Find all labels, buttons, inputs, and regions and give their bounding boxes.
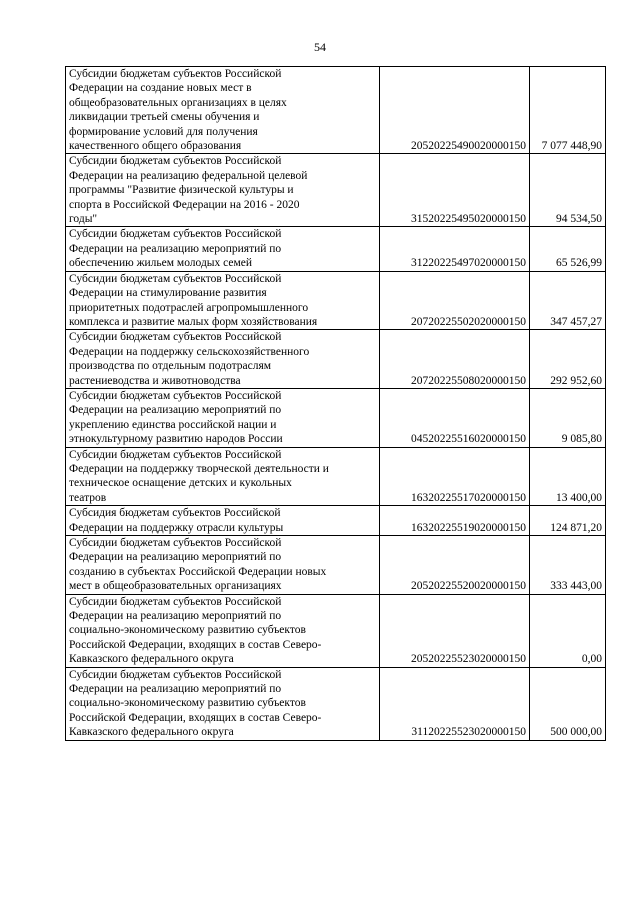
budget-code-cell: 20520225490020000150 (380, 67, 530, 154)
budget-subsidies-table (65, 66, 606, 741)
table-row (66, 330, 606, 389)
subsidy-name: Субсидии бюджетам субъектов Российской Федерации на создание новых мест в общеобразовательных организациях в целях ликвидации третьей смены обучения и формирование условий для получения качественного общего образования (69, 68, 287, 153)
page-number: 54 (314, 40, 326, 54)
table-row (66, 506, 606, 536)
subsidy-name-cell (66, 506, 380, 536)
budget-code-cell: 31520225495020000150 (380, 154, 530, 227)
amount-cell: 500 000,00 (530, 667, 606, 740)
subsidy-name-cell (66, 154, 380, 227)
subsidy-name-cell (66, 330, 380, 389)
amount-cell: 333 443,00 (530, 536, 606, 595)
subsidy-name: Субсидии бюджетам субъектов Российской Федерации на поддержку сельскохозяйственного производства по отдельным подотраслям растениеводства и животноводства (69, 331, 310, 387)
table-row (66, 227, 606, 271)
subsidy-name: Субсидии бюджетам субъектов Российской Федерации на поддержку творческой деятельности и техническое оснащение детских и кукольных театров (69, 448, 329, 504)
budget-code-cell: 20520225523020000150 (380, 594, 530, 667)
budget-code-cell: 20520225520020000150 (380, 536, 530, 595)
table-row (66, 667, 606, 740)
subsidy-name-cell (66, 594, 380, 667)
subsidy-name-cell (66, 667, 380, 740)
budget-code-cell: 31220225497020000150 (380, 227, 530, 271)
table-row (66, 536, 606, 595)
budget-code-cell: 31120225523020000150 (380, 667, 530, 740)
subsidy-name: Субсидии бюджетам субъектов Российской Федерации на реализацию федеральной целевой программы "Развитие физической культуры и спорта в Российской Федерации на 2016 - 2020 годы" (69, 155, 308, 226)
amount-cell: 0,00 (530, 594, 606, 667)
subsidy-name-cell (66, 536, 380, 595)
budget-code-cell: 04520225516020000150 (380, 388, 530, 447)
amount-cell: 13 400,00 (530, 447, 606, 506)
subsidy-name: Субсидия бюджетам субъектов Российской Федерации на поддержку отрасли культуры (69, 507, 284, 534)
table-row (66, 594, 606, 667)
subsidy-name-cell (66, 447, 380, 506)
table-row (66, 447, 606, 506)
table-row (66, 154, 606, 227)
amount-cell: 94 534,50 (530, 154, 606, 227)
subsidy-name: Субсидии бюджетам субъектов Российской Федерации на реализацию мероприятий по обеспечению жильем молодых семей (69, 228, 282, 270)
subsidy-name-cell (66, 271, 380, 330)
subsidy-name-cell (66, 67, 380, 154)
budget-code-cell: 16320225517020000150 (380, 447, 530, 506)
amount-cell: 292 952,60 (530, 330, 606, 389)
subsidy-name: Субсидии бюджетам субъектов Российской Федерации на реализацию мероприятий по социально-экономическому развитию субъектов Российской Федерации, входящих в состав Северо- Кавказского федерального округа (69, 595, 322, 666)
amount-cell: 347 457,27 (530, 271, 606, 330)
subsidy-name: Субсидии бюджетам субъектов Российской Федерации на стимулирование развития приоритетных подотраслей агропромышленного комплекса и развитие малых форм хозяйствования (69, 272, 318, 328)
amount-cell: 124 871,20 (530, 506, 606, 536)
budget-code-cell: 20720225502020000150 (380, 271, 530, 330)
budget-code-cell: 20720225508020000150 (380, 330, 530, 389)
table-row (66, 271, 606, 330)
subsidy-name-cell (66, 388, 380, 447)
subsidy-name: Субсидии бюджетам субъектов Российской Федерации на реализацию мероприятий по укреплению единства российской нации и этнокультурному развитию народов России (69, 389, 283, 446)
subsidy-name: Субсидии бюджетам субъектов Российской Федерации на реализацию мероприятий по социально-экономическому развитию субъектов Российской Федерации, входящих в состав Северо- Кавказского федерального округа (69, 668, 322, 739)
amount-cell: 65 526,99 (530, 227, 606, 271)
budget-code-cell: 16320225519020000150 (380, 506, 530, 536)
amount-cell: 7 077 448,90 (530, 67, 606, 154)
subsidy-name: Субсидии бюджетам субъектов Российской Федерации на реализацию мероприятий по созданию в субъектах Российской Федерации новых мест в общеобразовательных организациях (69, 537, 327, 593)
table-row (66, 67, 606, 154)
amount-cell: 9 085,80 (530, 388, 606, 447)
table-row (66, 388, 606, 447)
subsidy-name-cell (66, 227, 380, 271)
